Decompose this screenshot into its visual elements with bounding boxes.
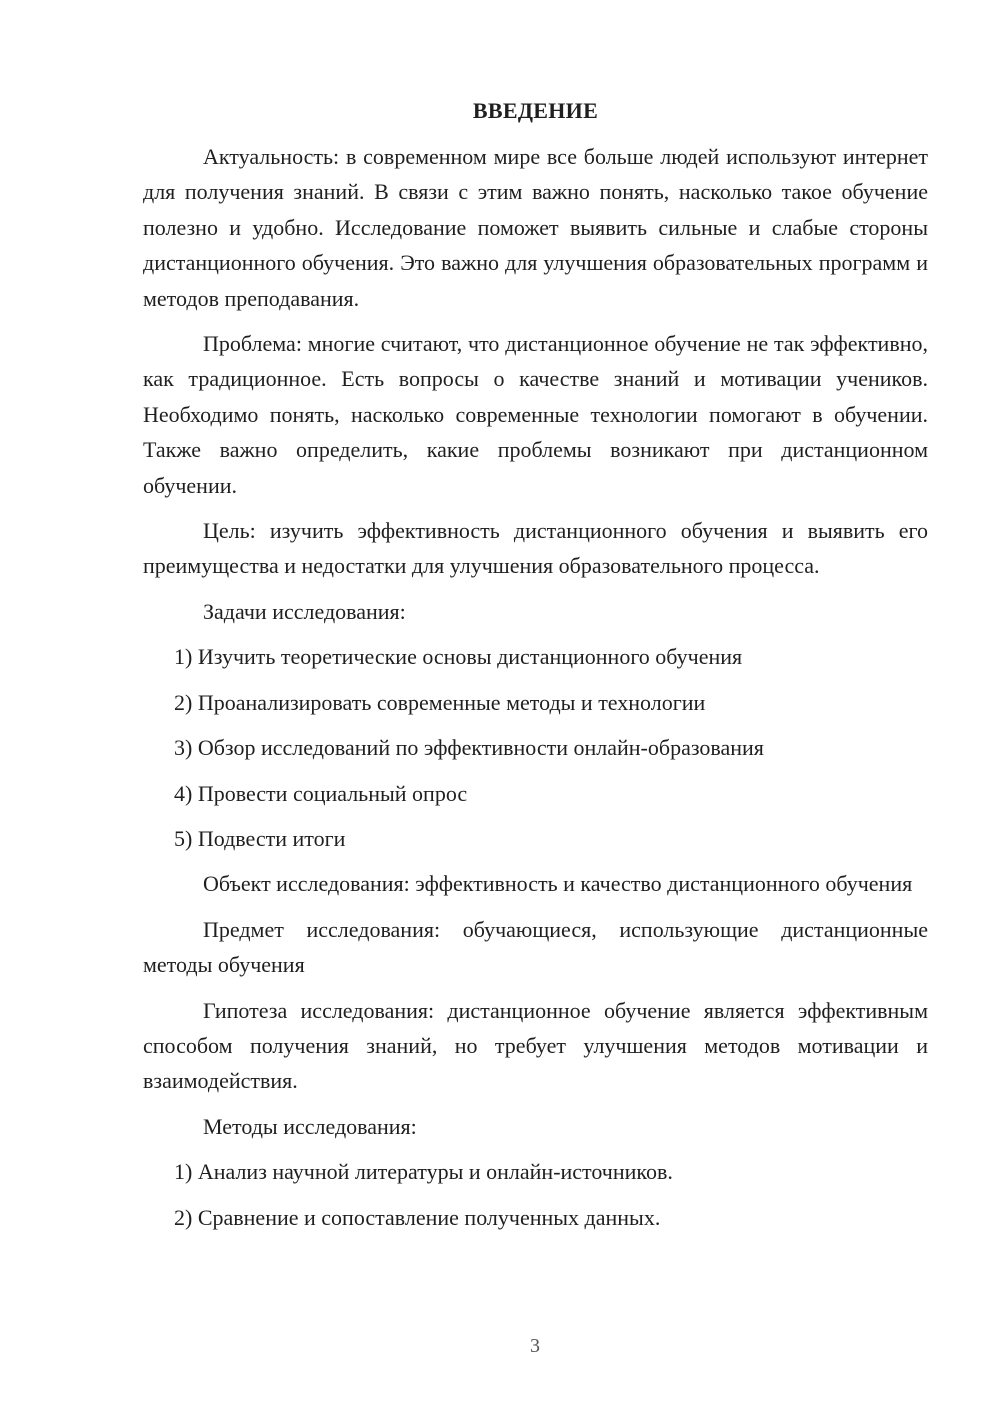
task-item: 1) Изучить теоретические основы дистанционного обучения xyxy=(174,644,743,670)
tasks-list xyxy=(143,639,928,856)
hypothesis-paragraph: Гипотеза исследования: дистанционное обучение является эффективным способом получения знаний, но требует улучшения методов мотивации и взаимодействия. xyxy=(143,997,928,1094)
task-item: 5) Подвести итоги xyxy=(174,825,346,851)
relevance-paragraph: Актуальность: в современном мире все больше людей используют интернет для получения знаний. В связи с этим важно понять, насколько такое обучение полезно и удобно. Исследование поможет выявить сильные и слабые стороны дистанционного обучения. Это важно для улучшения образовательных программ и методов преподавания. xyxy=(143,144,928,311)
methods-list xyxy=(143,1154,928,1235)
goal-paragraph: Цель: изучить эффективность дистанционного обучения и выявить его преимущества и недостатки для улучшения образовательного процесса. xyxy=(143,518,928,579)
subject-paragraph: Предмет исследования: обучающиеся, использующие дистанционные методы обучения xyxy=(143,916,928,978)
methods-heading: Методы исследования: xyxy=(203,1113,417,1139)
method-item: 2) Сравнение и сопоставление полученных данных. xyxy=(174,1204,661,1230)
page-number: 3 xyxy=(530,1335,540,1357)
task-item: 3) Обзор исследований по эффективности онлайн-образования xyxy=(174,735,764,761)
document-page xyxy=(143,96,928,1245)
task-item: 4) Провести социальный опрос xyxy=(174,780,468,806)
method-item: 1) Анализ научной литературы и онлайн-источников. xyxy=(174,1159,673,1185)
tasks-heading: Задачи исследования: xyxy=(203,598,406,624)
problem-paragraph: Проблема: многие считают, что дистанционное обучение не так эффективно, как традиционное. Есть вопросы о качестве знаний и мотивации учеников. Необходимо понять, насколько современные технологии помогают в обучении. Также важно определить, какие проблемы возникают при дистанционном обучении. xyxy=(143,331,928,498)
section-title: ВВЕДЕНИЕ xyxy=(472,98,599,123)
task-item: 2) Проанализировать современные методы и технологии xyxy=(174,689,706,715)
object-paragraph: Объект исследования: эффективность и качество дистанционного обучения xyxy=(203,871,913,897)
